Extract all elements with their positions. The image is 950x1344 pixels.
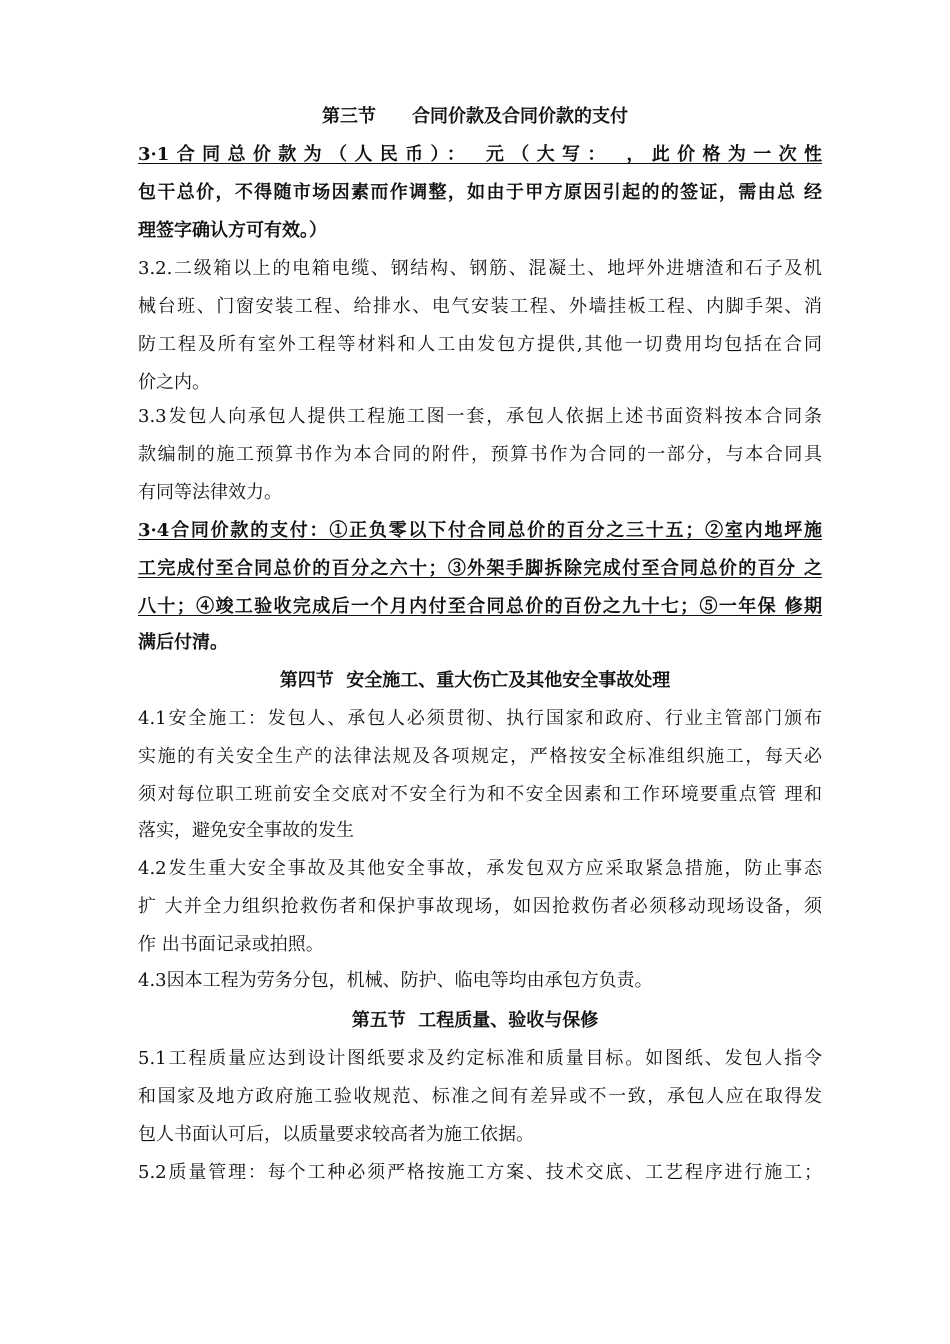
clause-4-2-line-3: 作 出书面记录或拍照。 (138, 934, 324, 955)
clause-3-3-line-1: 3.3发包人向承包人提供工程施工图一套，承包人依据上述书面资料按本合同条 (138, 406, 822, 427)
clause-4-1-line-4: 落实，避免安全事故的发生 (138, 820, 354, 841)
clause-5-1-line-2: 和国家及地方政府施工验收规范、标准之间有差异或不一致，承包人应在取得发 (138, 1086, 822, 1107)
clause-3-2-line-2: 械台班、门窗安装工程、给排水、电气安装工程、外墙挂板工程、内脚手架、消 (138, 296, 822, 317)
section-5-heading: 第五节 工程质量、验收与保修 (351, 1010, 599, 1031)
clause-3-4-line-4: 满后付清。 (138, 632, 228, 653)
clause-4-1-line-2: 实施的有关安全生产的法律法规及各项规定，严格按安全标准组织施工，每天必 (138, 746, 822, 767)
clause-4-2-line-2: 扩 大并全力组织抢救伤者和保护事故现场，如因抢救伤者必须移动现场设备，须 (138, 896, 822, 917)
clause-3-4-line-3: 八十；④竣工验收完成后一个月内付至合同总价的百份之九十七；⑤一年保 修期 (138, 596, 822, 617)
clause-3-1-line-2: 包干总价，不得随市场因素而作调整，如由于甲方原因引起的的签证，需由总 经 (138, 182, 822, 203)
section-4-heading: 第四节 安全施工、重大伤亡及其他安全事故处理 (279, 670, 671, 691)
clause-3-3-line-3: 有同等法律效力。 (138, 482, 282, 503)
clause-4-1-line-3: 须对每位职工班前安全交底对不安全行为和不安全因素和工作环境要重点管 理和 (138, 784, 822, 805)
clause-3-2-line-1: 3.2.二级箱以上的电箱电缆、钢结构、钢筋、混凝土、地坪外进塘渣和石子及机 (138, 258, 822, 279)
clause-4-3-line-1: 4.3因本工程为劳务分包，机械、防护、临电等均由承包方负责。 (138, 970, 653, 991)
clause-3-3-line-2: 款编制的施工预算书作为本合同的附件，预算书作为合同的一部分，与本合同具 (138, 444, 822, 465)
clause-4-1-line-1: 4.1安全施工：发包人、承包人必须贯彻、执行国家和政府、行业主管部门颁布 (138, 708, 822, 729)
clause-4-2-line-1: 4.2发生重大安全事故及其他安全事故，承发包双方应采取紧急措施，防止事态 (138, 858, 822, 879)
clause-5-1-line-3: 包人书面认可后，以质量要求较高者为施工依据。 (138, 1124, 534, 1145)
clause-3-1-line-3: 理签字确认方可有效。） (138, 220, 327, 241)
section-3-heading: 第三节 合同价款及合同价款的支付 (322, 106, 628, 127)
clause-3-2-line-4: 价之内。 (138, 372, 210, 393)
clause-5-1-line-1: 5.1工程质量应达到设计图纸要求及约定标准和质量目标。如图纸、发包人指令 (138, 1048, 822, 1069)
clause-3-2-line-3: 防工程及所有室外工程等材料和人工由发包方提供,其他一切费用均包括在合同 (138, 334, 822, 355)
clause-3-4-line-2: 工完成付至合同总价的百分之六十；③外架手脚拆除完成付至合同总价的百分 之 (138, 558, 822, 579)
clause-5-2-line-1: 5.2质量管理：每个工种必须严格按施工方案、技术交底、工艺程序进行施工； (138, 1162, 822, 1183)
clause-3-4-line-1: 3·4合同价款的支付：①正负零以下付合同总价的百分之三十五；②室内地坪施 (138, 520, 822, 541)
clause-3-1-line-1: 3·1合同总价款为（人民币）： 元（大写： ，此价格为一次性 (138, 144, 822, 165)
